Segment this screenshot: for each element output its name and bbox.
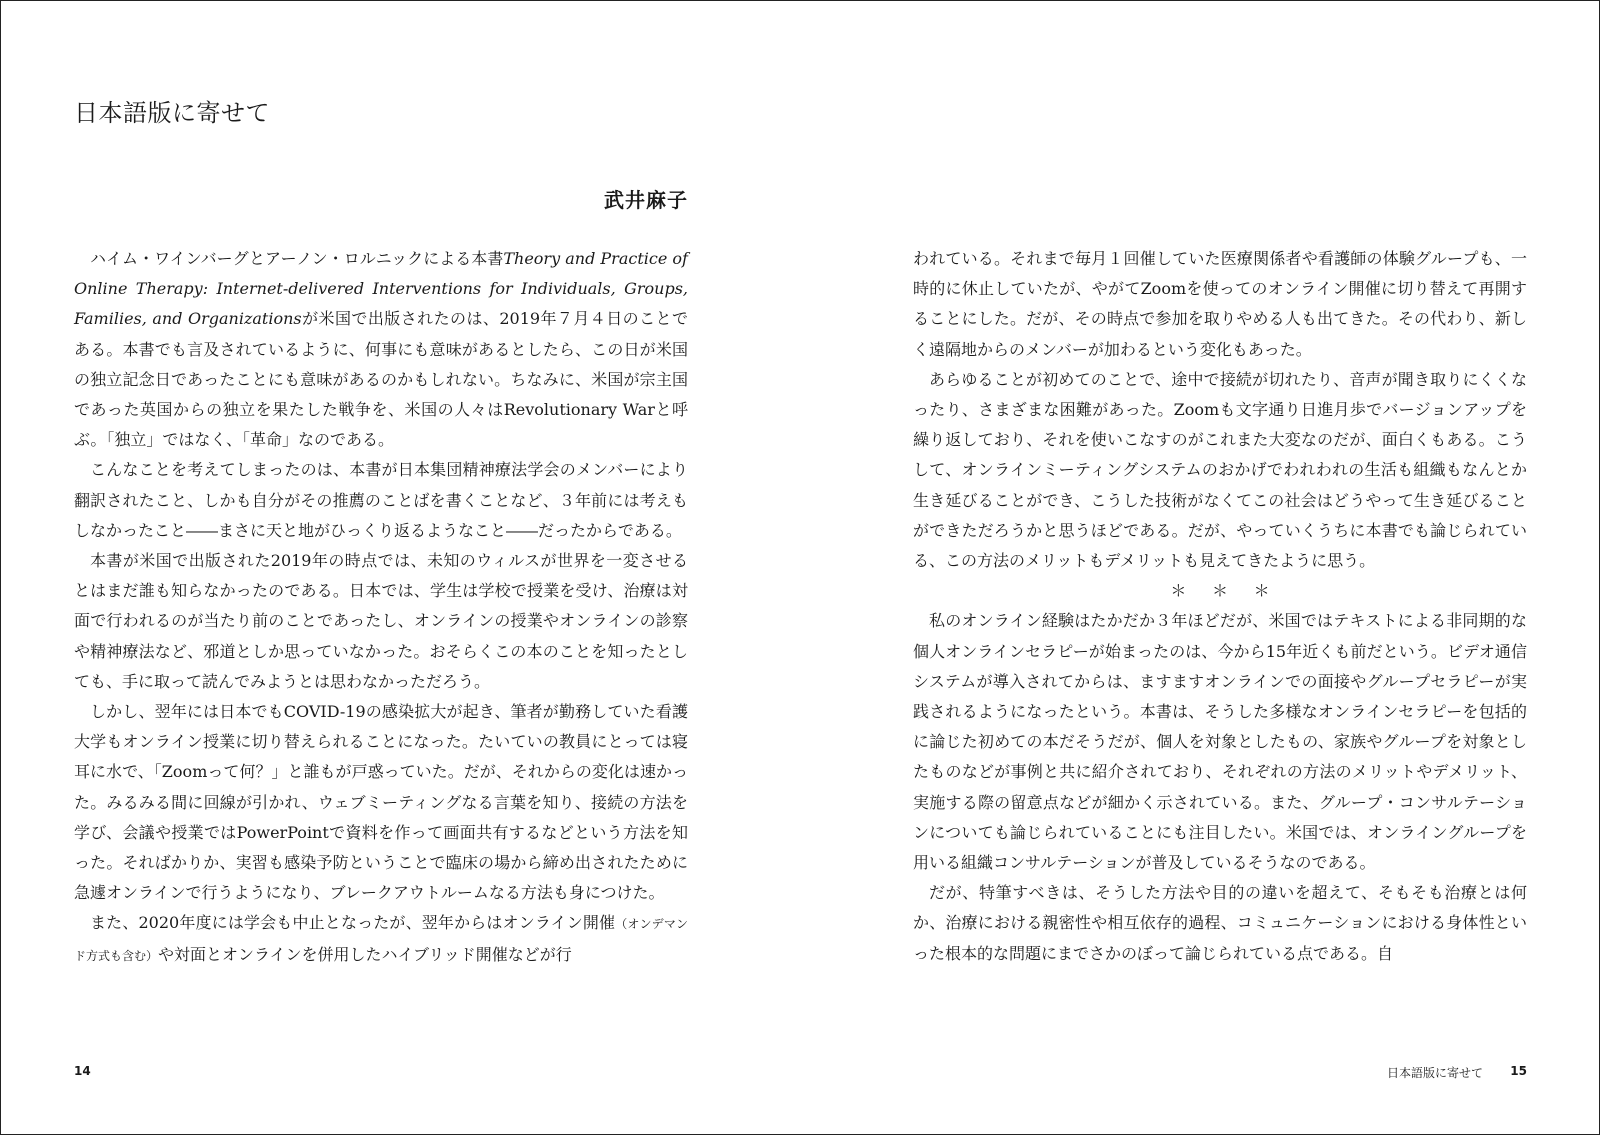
paragraph-text: また、2020年度には学会も中止となったが、翌年からはオンライン開催	[90, 913, 616, 933]
right-body-text	[913, 244, 1527, 969]
paragraph	[74, 908, 688, 970]
book-title: Theory and Practice of Online Therapy: Internet-delivered Interventions for Individuals, Groups, Families, and Organizations	[74, 249, 688, 329]
paragraph: だが、特筆すべきは、そうした方法や目的の違いを超えて、そもそも治療とは何か、治療における親密性や相互依存的過程、コミュニケーションにおける身体性といった根本的な問題にまでさかのぼって論じられている点である。自	[913, 883, 1527, 963]
paragraph-text: や対面とオンラインを併用したハイブリッド開催などが行	[158, 944, 572, 964]
running-head: 日本語版に寄せて	[1386, 1066, 1483, 1080]
paragraph: こんなことを考えてしまったのは、本書が日本集団精神療法学会のメンバーにより翻訳されたこと、しかも自分がその推薦のことばを書くことなど、３年前には考えもしなかったこと――まさに天と地がひっくり返るようなこと――だったからである。	[74, 460, 688, 540]
paragraph: あらゆることが初めてのことで、途中で接続が切れたり、音声が聞き取りにくくなったり、さまざまな困難があった。Zoomも文字通り日進月歩でバージョンアップを繰り返しており、それを使いこなすのがこれまた大変なのだが、面白くもある。こうして、オンラインミーティングシステムのおかげでわれわれの生活も組織もなんとか生き延びることができ、こうした技術がなくてこの社会はどうやって生き延びることができただろうかと思うほどである。だが、やっていくうちに本書でも論じられている、この方法のメリットもデメリットも見えてきたように思う。	[913, 369, 1527, 571]
paragraph: われている。それまで毎月１回催していた医療関係者や看護師の体験グループも、一時的に休止していたが、やがてZoomを使ってのオンライン開催に切り替えて再開することにした。だが、その時点で参加を取りやめる人も出てきた。その代わり、新しく遠隔地からのメンバーが加わるという変化もあった。	[913, 249, 1527, 359]
parenthetical-note: （オンデマンド方式も含む）	[74, 917, 688, 963]
paragraph-text: が米国で出版されたのは、2019年７月４日のことである。本書でも言及されているように、何事にも意味があるとしたら、この日が米国の独立記念日であったことにも意味があるのかもしれない。ちなみに、米国が宗主国であった英国からの独立を果たした戦争を、米国の人々はRevolutionary Warと呼ぶ。「独立」ではなく、「革命」なのである。	[74, 309, 688, 450]
page-number: 15	[1510, 1064, 1527, 1078]
paragraph: 本書が米国で出版された2019年の時点では、未知のウィルスが世界を一変させるとはまだ誰も知らなかったのである。日本では、学生は学校で授業を受け、治療は対面で行われるのが当たり前のことであったし、オンラインの授業やオンラインの診察や精神療法など、邪道としか思っていなかった。おそらくこの本のことを知ったとしても、手に取って読んでみようとは思わなかっただろう。	[74, 551, 688, 691]
chapter-title: 日本語版に寄せて	[74, 99, 270, 127]
section-separator: ＊＊＊	[1170, 581, 1296, 601]
author-name: 武井麻子	[604, 188, 688, 212]
right-page	[913, 1, 1527, 1134]
left-body-text	[74, 244, 688, 971]
paragraph-text: ハイム・ワインバーグとアーノン・ロルニックによる本書	[90, 249, 504, 268]
paragraph	[74, 244, 688, 455]
left-page	[74, 1, 688, 1134]
page-number: 14	[74, 1064, 91, 1078]
paragraph: しかし、翌年には日本でもCOVID-19の感染拡大が起き、筆者が勤務していた看護大学もオンライン授業に切り替えられることになった。たいていの教員にとっては寝耳に水で、「Zoomって何？」と誰もが戸惑っていた。だが、それからの変化は速かった。みるみる間に回線が引かれ、ウェブミーティングなる言葉を知り、接続の方法を学び、会議や授業ではPowerPointで資料を作って画面共有するなどという方法を知った。そればかりか、実習も感染予防ということで臨床の場から締め出されたために急遽オンラインで行うようになり、ブレークアウトルームなる方法も身につけた。	[74, 702, 688, 903]
paragraph: 私のオンライン経験はたかだか３年ほどだが、米国ではテキストによる非同期的な個人オンラインセラピーが始まったのは、今から15年近くも前だという。ビデオ通信システムが導入されてからは、ますますオンラインでの面接やグループセラピーが実践されるようになったという。本書は、そうした多様なオンラインセラピーを包括的に論じた初めての本だそうだが、個人を対象としたもの、家族やグループを対象としたものなどが事例と共に紹介されており、それぞれの方法のメリットやデメリット、実施する際の留意点などが細かく示されている。また、グループ・コンサルテーションについても論じられていることにも注目したい。米国では、オンライングループを用いる組織コンサルテーションが普及しているそうなのである。	[913, 611, 1527, 873]
